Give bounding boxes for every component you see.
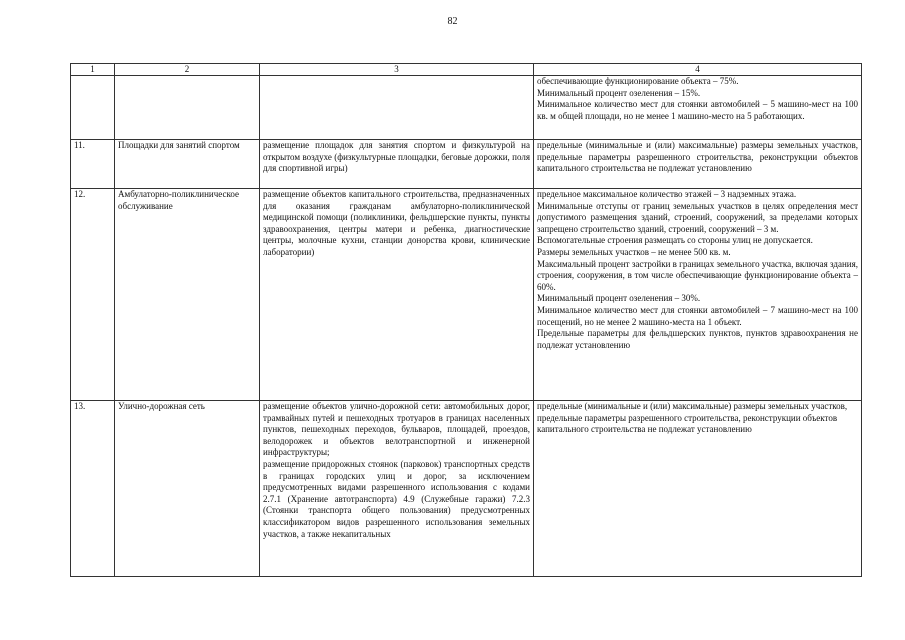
row-number: 11. (71, 140, 115, 189)
header-cell: 2 (115, 64, 260, 76)
parameter-paragraph: обеспечивающие функционирование объекта – 75%. (537, 76, 739, 86)
use-type-name: Площадки для занятий спортом (115, 140, 260, 189)
description-paragraph: размещение придорожных стоянок (парковок) транспортных средств в границах городских улиц и дорог, за исключением предусмотренных видами разрешенного использования с кодами 2.7.1 (Хранение автотранспорта) 4.9 (Служебные гаражи) 7.2.3 (Стоянки транспорта общего пользования) предусмотренных классификатором видов разрешенного использования земельных участков, а также некапитальных (263, 458, 530, 539)
header-cell: 1 (71, 64, 115, 76)
table-row (71, 189, 862, 401)
parameter-paragraph: предельные (минимальные и (или) максимальные) размеры земельных участков, предельные параметры разрешенного строительства, реконструкции объектов капитального строительства не подлежат установлению (537, 140, 858, 174)
parameter-paragraph: Вспомогательные строения размещать со стороны улиц не допускается. (537, 235, 813, 246)
use-type-name: Амбулаторно-поликлиническое обслуживание (115, 189, 260, 401)
use-type-description: размещение объектов капитального строительства, предназначенных для оказания гражданам амбулаторно-поликлинической медицинской помощи (поликлиники, фельдшерские пункты, пункты здравоохранения, центры матери и ребенка, диагностические центры, молочные кухни, станции донорства крови, клинические лаборатории) (260, 189, 534, 401)
parameter-paragraph: Минимальный процент озеленения – 30%. (537, 293, 701, 304)
row-number: 13. (71, 401, 115, 577)
parameter-paragraph: Размеры земельных участков – не менее 500 кв. м. (537, 246, 731, 257)
parameter-paragraph: Минимальные отступы от границ земельных участков в целях определения мест допустимого размещения зданий, строений, сооружений, за пределами которых запрещено строительство зданий, строений, сооружений – 3 м. (537, 200, 858, 234)
table-row (71, 401, 862, 577)
table-row (71, 140, 862, 189)
use-type-name: Улично-дорожная сеть (115, 401, 260, 577)
table-header-row (71, 64, 862, 76)
parameter-paragraph: Предельные параметры для фельдшерских пунктов, пунктов здравоохранения не подлежат установлению (537, 328, 858, 350)
use-type-parameters (534, 140, 862, 189)
use-type-parameters (534, 76, 862, 140)
parameter-paragraph: Минимальное количество мест для стоянки автомобилей – 5 машино-мест на 100 кв. м общей площади, но не менее 1 машино-место на 5 работающих. (537, 99, 858, 121)
page-number: 82 (447, 16, 458, 27)
table-row (71, 76, 862, 140)
row-number (71, 76, 115, 140)
use-type-description (260, 401, 534, 577)
header-cell: 4 (534, 64, 862, 76)
land-use-table (70, 63, 862, 577)
header-cell: 3 (260, 64, 534, 76)
use-type-parameters (534, 401, 862, 577)
use-type-parameters (534, 189, 862, 401)
use-type-name (115, 76, 260, 140)
parameter-paragraph: предельное максимальное количество этажей – 3 надземных этажа. (537, 189, 797, 199)
parameter-paragraph: Минимальное количество мест для стоянки автомобилей – 7 машино-мест на 100 посещений, но не менее 2 машино-места на 1 объект. (537, 304, 858, 327)
use-type-description: размещение площадок для занятия спортом и физкультурой на открытом воздухе (физкультурные площадки, беговые дорожки, поля для спортивной игры) (260, 140, 534, 189)
parameter-paragraph: предельные (минимальные и (или) максимальные) размеры земельных участков, предельные параметры разрешенного строительства, реконструкции объектов капитального строительства не подлежат установлению (537, 401, 848, 435)
parameter-paragraph: Максимальный процент застройки в границах земельного участка, включая здания, строения, сооружения, в том числе обеспечивающие функционирование объекта – 60%. (537, 258, 858, 292)
description-paragraph: размещение объектов улично-дорожной сети: автомобильных дорог, трамвайных путей и пешеходных тротуаров в границах населенных пунктов, пешеходных переходов, бульваров, площадей, проездов, велодорожек и объектов велотранспортной и инженерной инфраструктуры; (263, 401, 530, 458)
row-number: 12. (71, 189, 115, 401)
use-type-description (260, 76, 534, 140)
parameter-paragraph: Минимальный процент озеленения – 15%. (537, 87, 701, 98)
